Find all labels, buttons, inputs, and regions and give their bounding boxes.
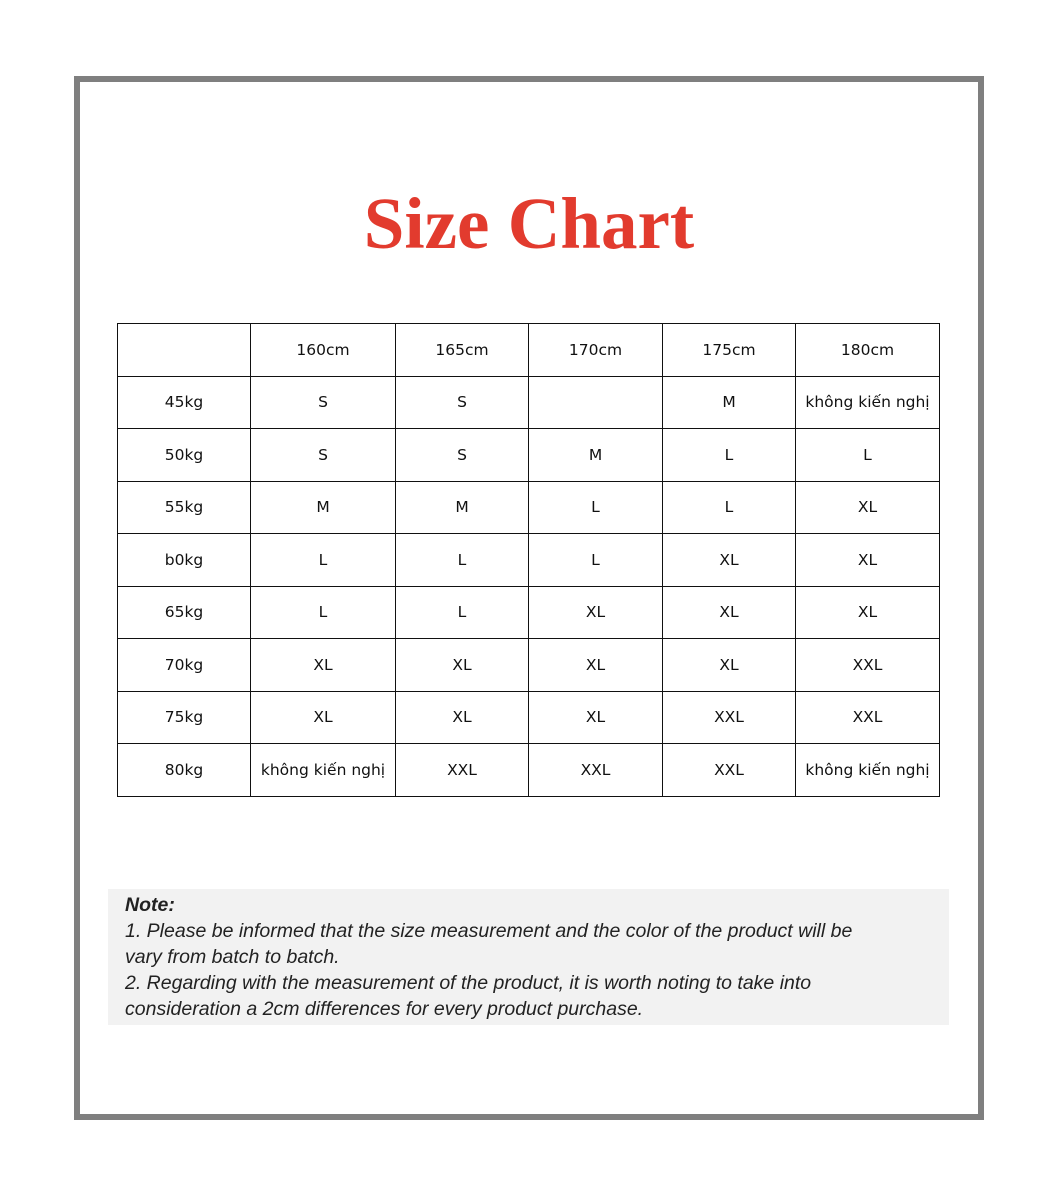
table-header-row [118, 324, 940, 377]
table-cell: L [251, 534, 396, 587]
table-row [118, 744, 940, 797]
table-cell: XL [396, 691, 529, 744]
table-row [118, 691, 940, 744]
table-cell: XL [251, 691, 396, 744]
table-cell: không kiến nghị [251, 744, 396, 797]
row-header: 65kg [118, 586, 251, 639]
table-cell: XL [796, 481, 940, 534]
column-header: 180cm [796, 324, 940, 377]
note-line: 2. Regarding with the measurement of the product, it is worth noting to take into [125, 972, 812, 994]
page-title: Size Chart [363, 183, 695, 264]
table-row [118, 429, 940, 482]
table-cell: XXL [529, 744, 663, 797]
table-row [118, 534, 940, 587]
table-cell: L [663, 481, 796, 534]
note-box [108, 889, 949, 1025]
table-corner-cell [118, 324, 251, 377]
table-cell: XL [251, 639, 396, 692]
table-cell: S [396, 376, 529, 429]
table-cell: L [529, 534, 663, 587]
table-cell: XL [796, 534, 940, 587]
column-header: 160cm [251, 324, 396, 377]
table-cell: L [529, 481, 663, 534]
table-cell: XXL [796, 639, 940, 692]
row-header: 75kg [118, 691, 251, 744]
table-cell: XL [529, 639, 663, 692]
row-header: 50kg [118, 429, 251, 482]
table-cell: XXL [796, 691, 940, 744]
table-cell: XL [663, 586, 796, 639]
row-header: 55kg [118, 481, 251, 534]
table-cell: XXL [663, 744, 796, 797]
table-cell: S [251, 429, 396, 482]
table-cell: XXL [663, 691, 796, 744]
table-cell: L [663, 429, 796, 482]
note-line: consideration a 2cm differences for every product purchase. [125, 998, 644, 1020]
table-cell: XL [663, 639, 796, 692]
table-cell: L [396, 586, 529, 639]
table-cell: không kiến nghị [796, 376, 940, 429]
table-cell: không kiến nghị [796, 744, 940, 797]
table-cell: M [251, 481, 396, 534]
table-cell [529, 376, 663, 429]
table-cell: XL [396, 639, 529, 692]
table-cell: M [663, 376, 796, 429]
table-cell: L [796, 429, 940, 482]
table-cell: S [251, 376, 396, 429]
note-line: 1. Please be informed that the size measurement and the color of the product will be [125, 920, 853, 942]
row-header: 80kg [118, 744, 251, 797]
table-cell: M [396, 481, 529, 534]
table-cell: XL [529, 691, 663, 744]
table-cell: M [529, 429, 663, 482]
row-header: 45kg [118, 376, 251, 429]
note-line: vary from batch to batch. [125, 946, 340, 968]
table-cell: XL [796, 586, 940, 639]
size-chart-frame [74, 76, 984, 1120]
size-table [117, 323, 940, 797]
note-heading: Note: [125, 894, 175, 916]
table-cell: XL [663, 534, 796, 587]
table-cell: L [396, 534, 529, 587]
table-row [118, 376, 940, 429]
table-row [118, 481, 940, 534]
column-header: 170cm [529, 324, 663, 377]
column-header: 165cm [396, 324, 529, 377]
table-cell: S [396, 429, 529, 482]
table-cell: L [251, 586, 396, 639]
column-header: 175cm [663, 324, 796, 377]
table-row [118, 586, 940, 639]
table-cell: XXL [396, 744, 529, 797]
row-header: 70kg [118, 639, 251, 692]
table-cell: XL [529, 586, 663, 639]
table-row [118, 639, 940, 692]
row-header: b0kg [118, 534, 251, 587]
